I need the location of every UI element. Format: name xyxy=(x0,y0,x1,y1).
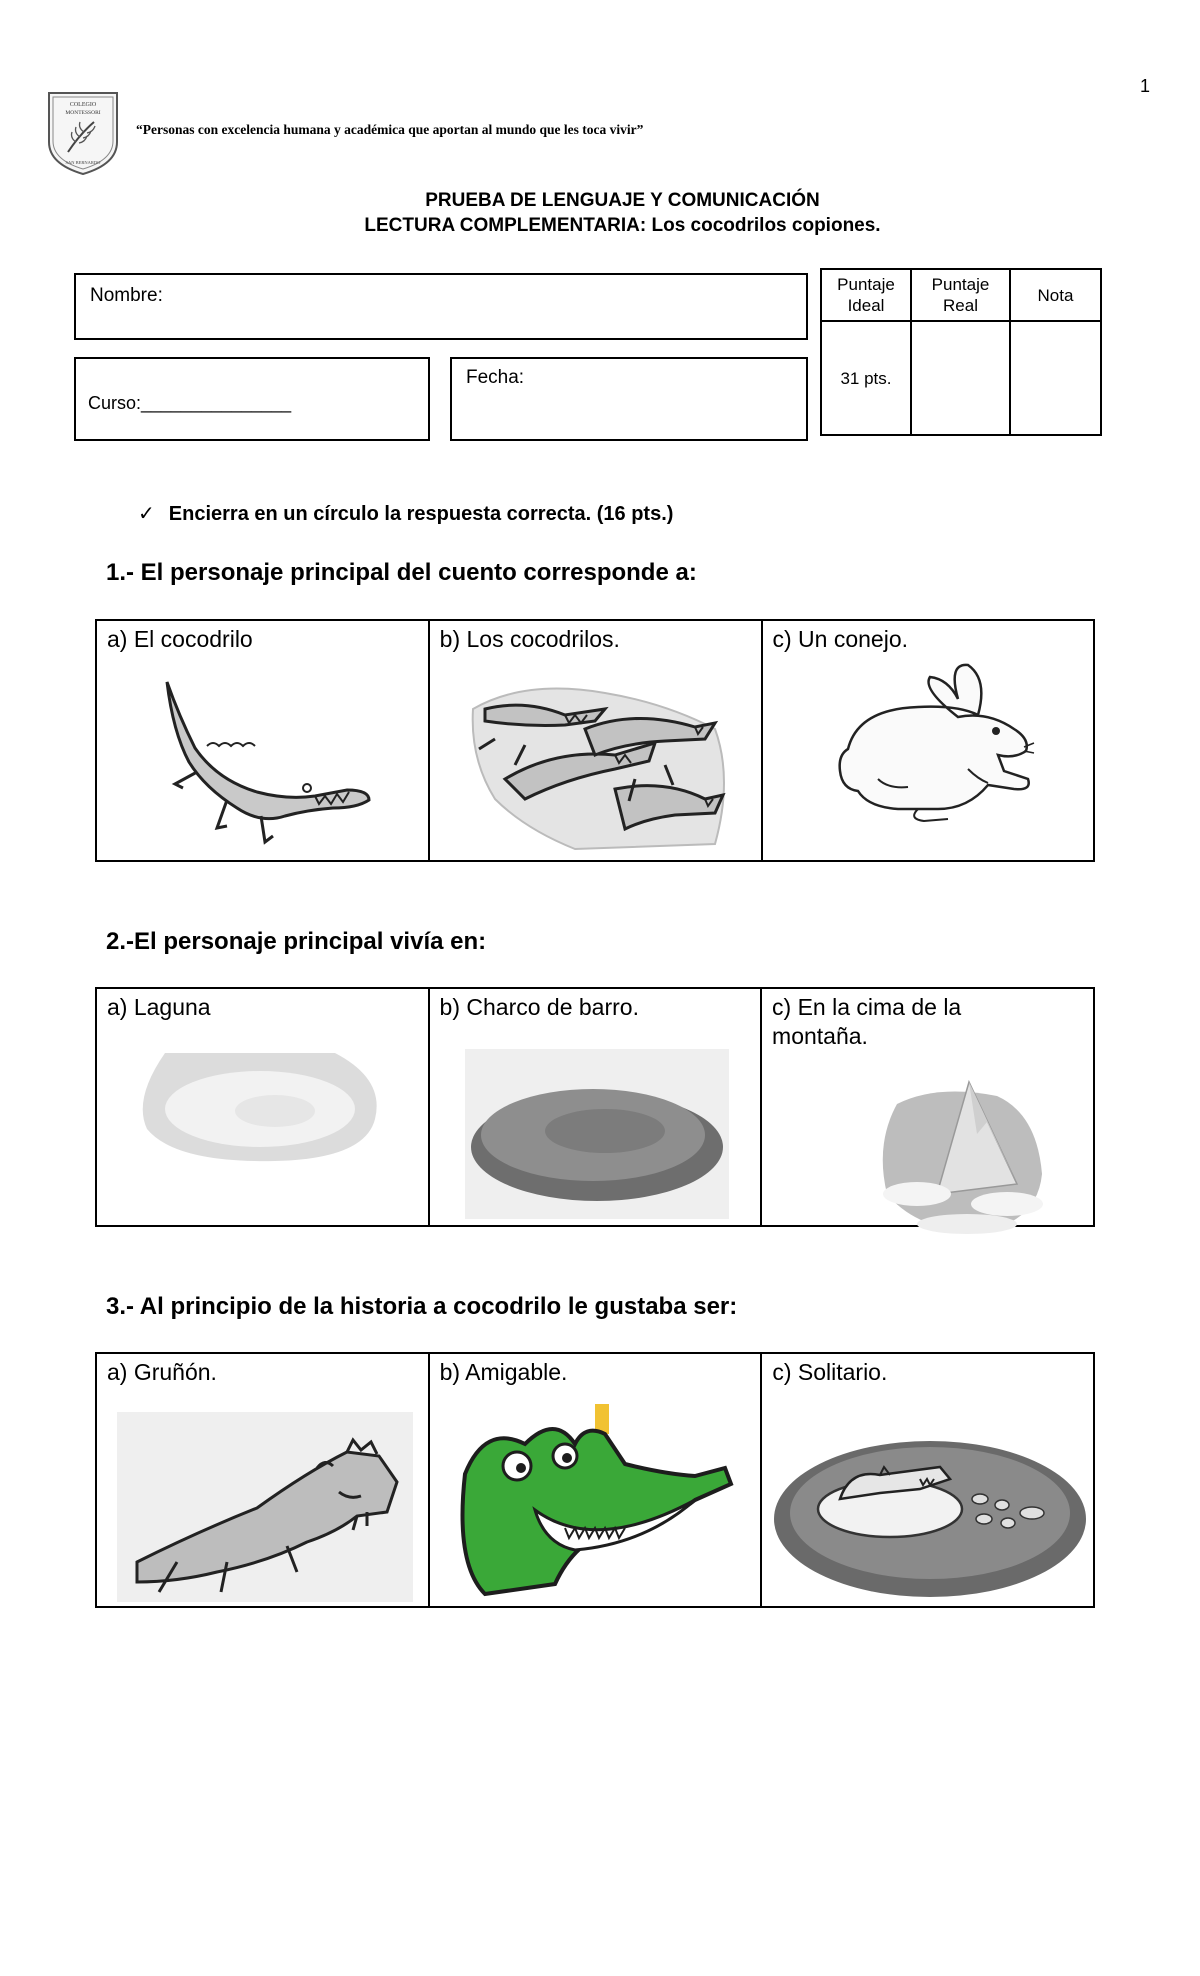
grade-cell[interactable] xyxy=(1010,321,1101,435)
logo-text-line2: MONTESSORI xyxy=(65,110,101,116)
rabbit-icon xyxy=(818,659,1048,829)
question-1: 1.- El personaje principal del cuento corresponde a: xyxy=(106,559,697,586)
checkmark-icon: ✓ xyxy=(138,503,155,525)
crocodile-icon xyxy=(157,676,377,851)
option-3a[interactable] xyxy=(96,1353,429,1607)
option-3b-label: b) Amigable. xyxy=(439,1359,568,1385)
name-label: Nombre: xyxy=(90,285,163,306)
lagoon-icon xyxy=(135,1049,385,1164)
option-2c[interactable] xyxy=(761,988,1094,1226)
ideal-score-header: Puntaje Ideal xyxy=(821,269,911,321)
real-score-header: Puntaje Real xyxy=(911,269,1010,321)
school-logo xyxy=(46,90,120,176)
option-2c-label: c) En la cima de la montaña. xyxy=(772,994,962,1049)
question-3-options xyxy=(95,1352,1095,1608)
name-field[interactable] xyxy=(74,273,808,340)
option-2a[interactable] xyxy=(96,988,429,1226)
option-2b-label: b) Charco de barro. xyxy=(439,994,639,1020)
lonely-crocodile-icon xyxy=(770,1409,1090,1604)
school-motto: “Personas con excelencia humana y académica que aportan al mundo que les toca vivir” xyxy=(136,122,644,137)
question-3: 3.- Al principio de la historia a cocodrilo le gustaba ser: xyxy=(106,1293,738,1320)
question-1-options xyxy=(95,619,1095,862)
exam-title: PRUEBA DE LENGUAJE Y COMUNICACIÓN xyxy=(425,190,820,211)
option-1b[interactable] xyxy=(429,620,762,861)
instruction xyxy=(138,501,673,526)
question-2: 2.-El personaje principal vivía en: xyxy=(106,928,487,955)
course-label: Curso:_______________ xyxy=(88,393,292,413)
logo-text-line3: SAN BERNARDO xyxy=(65,160,101,165)
option-3a-label: a) Gruñón. xyxy=(107,1359,217,1385)
grumpy-crocodile-icon xyxy=(117,1412,413,1602)
option-2b[interactable] xyxy=(429,988,762,1226)
option-1b-label: b) Los cocodrilos. xyxy=(439,626,620,652)
score-table xyxy=(820,268,1102,436)
course-field[interactable] xyxy=(74,357,430,441)
mud-puddle-icon xyxy=(465,1049,729,1219)
page-number: 1 xyxy=(1140,76,1151,96)
question-2-options xyxy=(95,987,1095,1227)
friendly-crocodile-icon xyxy=(445,1404,755,1604)
grade-header: Nota xyxy=(1010,269,1101,321)
date-field[interactable] xyxy=(450,357,808,441)
option-1c-label: c) Un conejo. xyxy=(772,626,909,652)
option-3b[interactable] xyxy=(429,1353,762,1607)
instruction-text: Encierra en un círculo la respuesta correcta. (16 pts.) xyxy=(168,503,674,525)
mountain-top-icon xyxy=(877,1074,1047,1234)
logo-text-line1: COLEGIO xyxy=(69,102,97,108)
date-label: Fecha: xyxy=(466,367,525,388)
real-score-cell[interactable] xyxy=(911,321,1010,435)
crocodiles-group-icon xyxy=(465,669,735,854)
option-1a-label: a) El cocodrilo xyxy=(107,626,253,652)
option-3c[interactable] xyxy=(761,1353,1094,1607)
exam-subtitle: LECTURA COMPLEMENTARIA: Los cocodrilos copiones. xyxy=(364,215,881,236)
option-1a[interactable] xyxy=(96,620,429,861)
option-3c-label: c) Solitario. xyxy=(772,1359,888,1385)
option-1c[interactable] xyxy=(762,620,1095,861)
option-2a-label: a) Laguna xyxy=(107,994,211,1020)
ideal-score-value: 31 pts. xyxy=(821,321,911,435)
